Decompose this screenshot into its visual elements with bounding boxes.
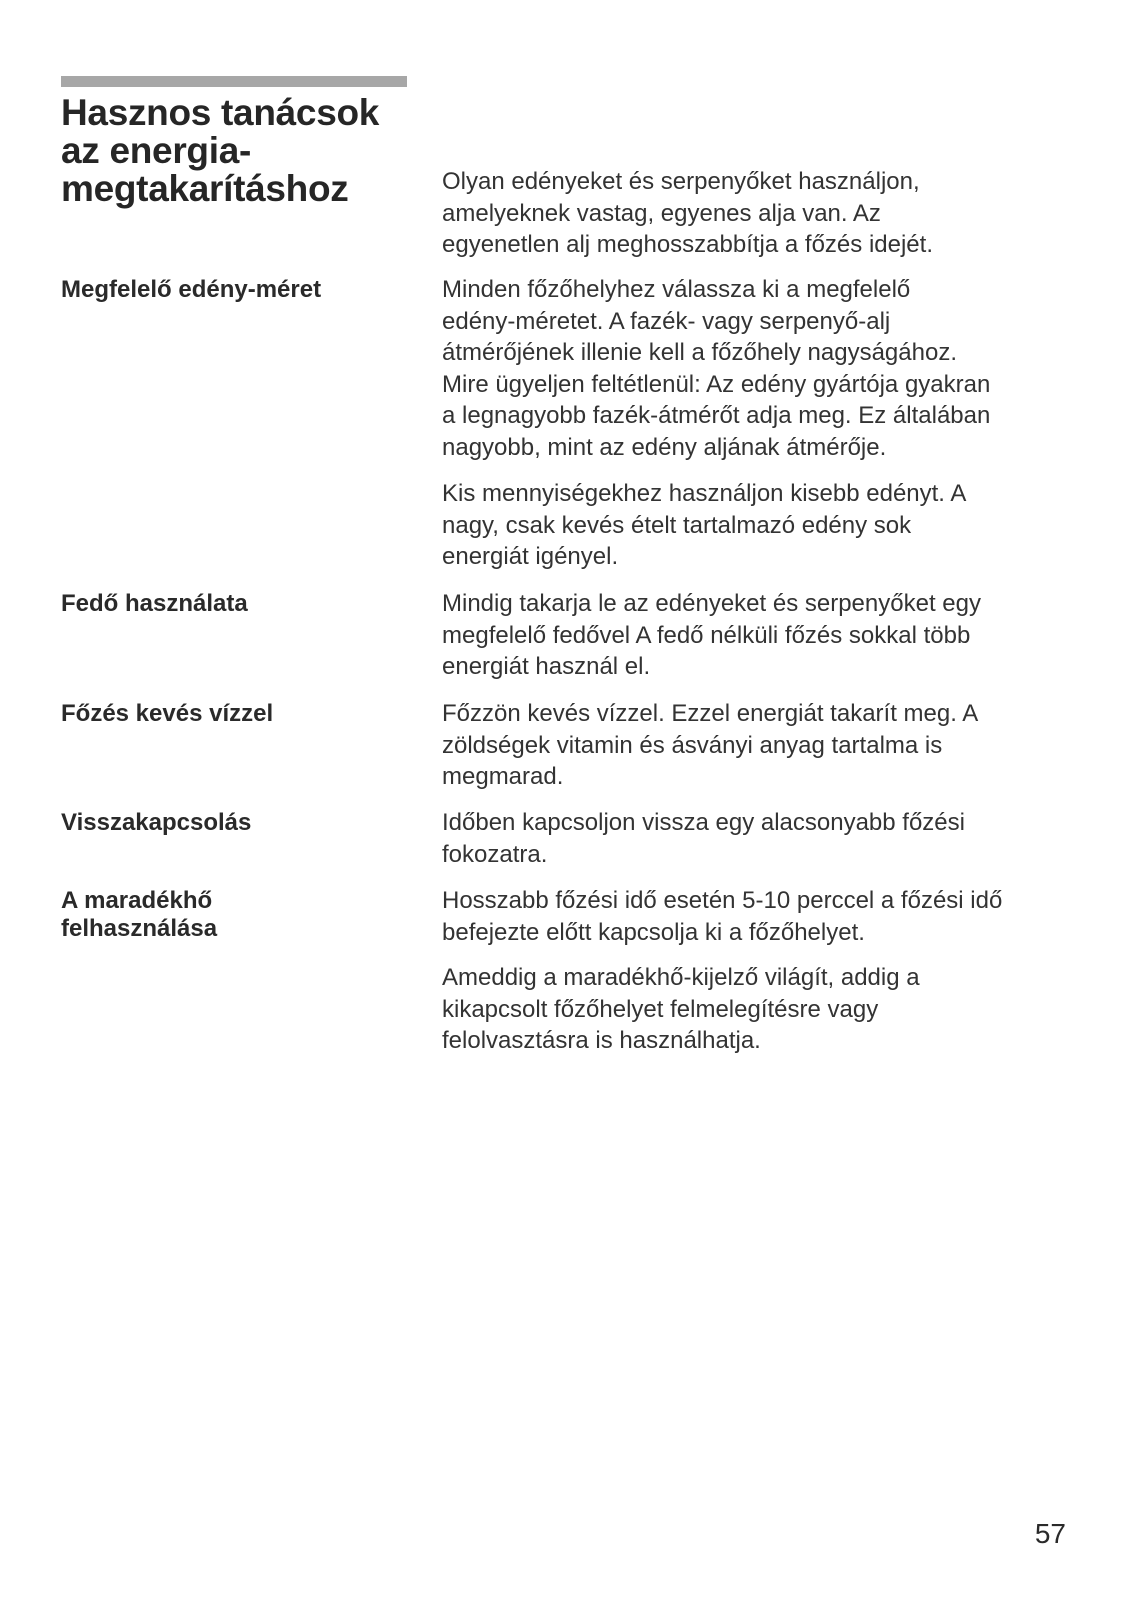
paragraph-fozes-keves-vizzel: Főzzön kevés vízzel. Ezzel energiát takarít meg. A zöldségek vitamin és ásványi anyag tartalma is megmarad. — [442, 700, 979, 790]
paragraph-maradekho-1: Hosszabb főzési idő esetén 5-10 perccel a főzési idő befejezte előtt kapcsolja ki a főzőhelyet. — [442, 887, 1003, 946]
paragraph-maradekho-2: Ameddig a maradékhő-kijelző világít, addig a kikapcsolt főzőhelyet felmelegítésre vagy felolvasztásra is használhatja. — [442, 964, 920, 1054]
page-title: Hasznos tanácsok az energia- megtakarításhoz — [61, 92, 380, 209]
paragraph-fedo-hasznalata: Mindig takarja le az edényeket és serpenyőket egy megfelelő fedővel A fedő nélküli főzés sokkal több energiát használ el. — [442, 590, 981, 680]
heading-edeny-meret: Megfelelő edény-méret — [61, 276, 322, 303]
heading-maradekho: A maradékhő felhasználása — [61, 887, 218, 942]
paragraph-edeny-meret-1: Minden főzőhelyhez válassza ki a megfelelő edény-méretet. A fazék- vagy serpenyő-alj átmérőjének illenie kell a főzőhely nagyságához. Mire ügyeljen feltétlenül: Az edény gyártója gyakran a legnagyobb fazék-átmérőt adja meg. Ez általában nagyobb, mint az edény aljának átmérője. — [442, 276, 991, 461]
title-rule — [61, 76, 407, 87]
page-number: 57 — [1034, 1518, 1066, 1549]
intro-paragraph: Olyan edényeket és serpenyőket használjon, amelyeknek vastag, egyenes alja van. Az egyenetlen alj meghosszabbítja a főzés idejét. — [442, 168, 933, 258]
paragraph-edeny-meret-2: Kis mennyiségekhez használjon kisebb edényt. A nagy, csak kevés ételt tartalmazó edény sok energiát igényel. — [442, 480, 967, 570]
paragraph-visszakapcsolas: Időben kapcsoljon vissza egy alacsonyabb főzési fokozatra. — [442, 809, 965, 868]
heading-visszakapcsolas: Visszakapcsolás — [61, 809, 252, 836]
heading-fedo-hasznalata: Fedő használata — [61, 590, 248, 617]
heading-fozes-keves-vizzel: Főzés kevés vízzel — [61, 700, 274, 727]
